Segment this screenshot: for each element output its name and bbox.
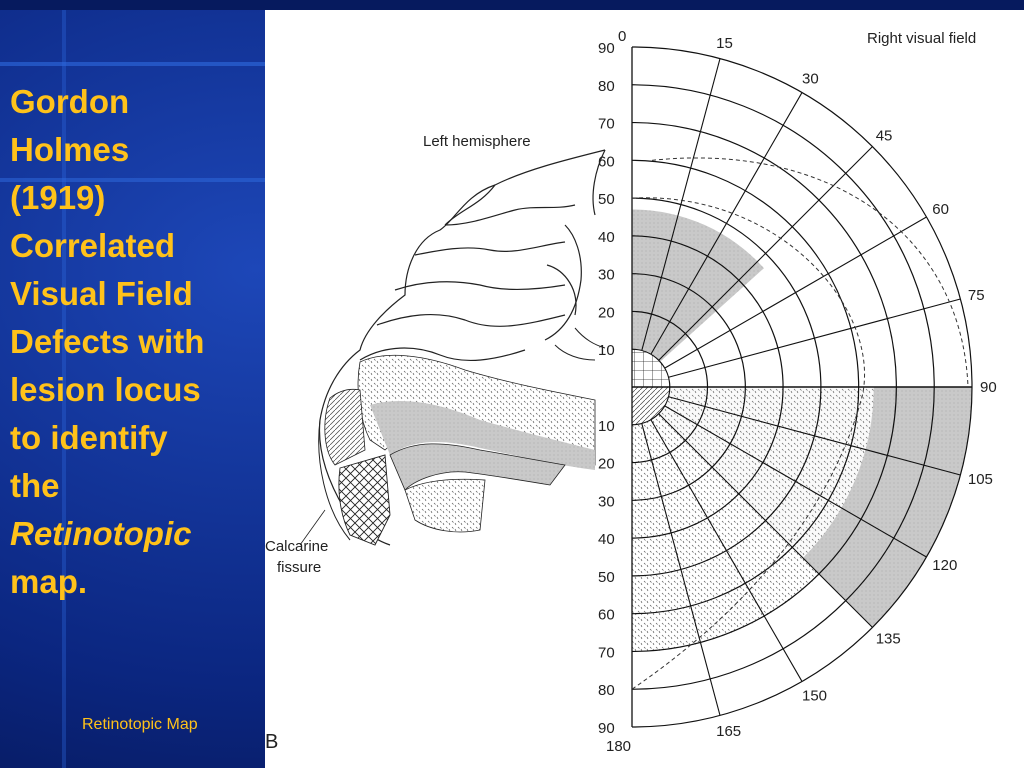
calcarine-lesion-regions — [300, 328, 605, 545]
meridian-angle-label: 180 — [606, 738, 632, 755]
eccentricity-label: 80 — [598, 682, 615, 700]
meridian-angle-label: 15 — [716, 35, 733, 53]
slide-title — [10, 78, 260, 606]
eccentricity-label: 30 — [598, 266, 615, 284]
eccentricity-label: 70 — [598, 115, 615, 133]
eccentricity-label: 90 — [598, 720, 615, 737]
meridian-angle-label: 135 — [875, 630, 901, 648]
meridian-angle-label: 75 — [967, 286, 985, 304]
eccentricity-label: 40 — [598, 228, 615, 246]
footer-text: Retinotopic Map — [82, 716, 198, 733]
title-line: (1919) — [10, 179, 106, 216]
title-line: Correlated — [10, 227, 176, 264]
eccentricity-label: 10 — [598, 417, 615, 435]
eccentricity-label: 30 — [598, 493, 615, 511]
eccentricity-label: 80 — [598, 77, 615, 95]
eccentricity-label: 70 — [598, 644, 615, 662]
meridian-angle-label: 60 — [932, 201, 949, 218]
meridian-angle-label: 0 — [618, 28, 627, 45]
title-line: the — [10, 467, 60, 504]
meridian-angle-label: 30 — [802, 70, 819, 88]
eccentricity-label: 60 — [598, 153, 615, 171]
eccentricity-label: 60 — [598, 606, 615, 624]
meridian-angle-label: 150 — [802, 687, 828, 705]
meridian-angle-label: 165 — [716, 722, 742, 740]
meridian-angle-label: 120 — [932, 557, 958, 574]
eccentricity-label: 40 — [598, 531, 615, 549]
meridian-angle-label: 45 — [875, 127, 893, 145]
eccentricity-label: 20 — [598, 304, 615, 322]
figure-canvas — [265, 10, 1024, 768]
title-line: Gordon — [10, 83, 130, 120]
eccentricity-label: 50 — [598, 191, 615, 209]
title-line-italic: Retinotopic — [10, 515, 192, 552]
calcarine-label: fissure — [277, 559, 322, 576]
meridian-angle-label: 90 — [980, 379, 997, 396]
title-line: Visual Field — [10, 275, 193, 312]
calcarine-label: Calcarine — [265, 538, 329, 555]
retinotopic-figure — [265, 10, 1024, 768]
left-hemisphere-label: Left hemisphere — [423, 133, 531, 150]
title-line: to identify — [10, 419, 168, 456]
eccentricity-label: 10 — [598, 342, 615, 360]
title-line: lesion locus — [10, 371, 201, 408]
title-line: map. — [10, 563, 88, 600]
eccentricity-label: 50 — [598, 568, 615, 586]
right-visual-field-label: Right visual field — [867, 30, 977, 47]
eccentricity-label: 20 — [598, 455, 615, 473]
panel-letter: B — [265, 731, 279, 753]
title-line: Holmes — [10, 131, 130, 168]
visual-field-chart — [598, 28, 997, 755]
meridian-angle-label: 105 — [967, 471, 993, 489]
eccentricity-label: 90 — [598, 40, 615, 57]
title-line: Defects with — [10, 323, 205, 360]
